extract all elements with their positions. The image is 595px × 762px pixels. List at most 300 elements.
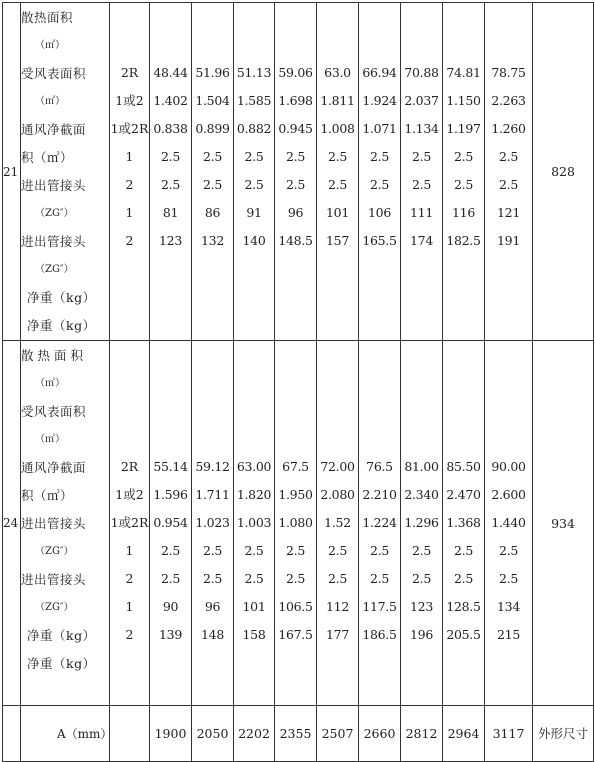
row-type-cell: [110, 341, 150, 706]
row-type: [110, 283, 149, 311]
value-cell: 0.954: [153, 515, 188, 530]
label-line: 进出管接头: [21, 234, 87, 249]
value-cell: 106: [368, 205, 391, 220]
value-cell: [150, 649, 191, 677]
value-cell: 2.5: [286, 543, 305, 558]
value-cell: 2.5: [203, 571, 222, 586]
value-cell: 1.080: [278, 515, 313, 530]
value-cell: 140: [242, 233, 266, 248]
label-line: 进出管接头: [21, 572, 87, 587]
label-line: 净重（kg）: [27, 628, 96, 643]
value-column: [275, 3, 317, 341]
value-cell: 76.5: [366, 459, 393, 474]
value-cell: [485, 425, 532, 453]
row-type: [110, 255, 149, 283]
value-cell: [401, 311, 442, 339]
value-cell: [443, 341, 484, 369]
label-line: （㎡）: [35, 96, 65, 107]
row-type: 2: [125, 627, 134, 642]
label-line: （㎡）: [35, 378, 65, 389]
label-line: 净重（kg）: [27, 290, 96, 305]
value-cell: 157: [326, 233, 349, 248]
value-cell: 2.5: [412, 149, 431, 164]
value-cell: [275, 369, 316, 397]
value-cell: 1.008: [320, 121, 355, 136]
value-cell: 0.838: [153, 121, 188, 136]
value-cell: [443, 31, 484, 59]
label-line: 积（㎡）: [21, 488, 74, 503]
value-cell: [317, 255, 358, 283]
value-cell: 1.596: [153, 487, 188, 502]
value-cell: [275, 283, 316, 311]
value-cell: [443, 283, 484, 311]
value-column: [317, 3, 359, 341]
row-type: 1: [125, 543, 134, 558]
value-cell: 2.5: [203, 177, 222, 192]
value-cell: 2.5: [328, 543, 347, 558]
value-cell: 91: [246, 205, 262, 220]
value-cell: 2.5: [454, 571, 473, 586]
value-cell: 2.5: [328, 177, 347, 192]
value-cell: [150, 311, 191, 339]
value-cell: 148.5: [278, 233, 313, 248]
value-cell: [234, 425, 274, 453]
label-line: 通风净截面: [21, 460, 87, 475]
row-type: [110, 369, 149, 397]
row-type: 1或2: [115, 93, 144, 108]
value-cell: [317, 341, 358, 369]
footer-value: 2507: [317, 706, 359, 762]
value-cell: 121: [497, 205, 520, 220]
label-line: （ZG″）: [35, 602, 74, 613]
value-cell: 90.00: [491, 459, 526, 474]
value-column: [150, 341, 192, 706]
footer-value: 3117: [485, 706, 533, 762]
value-column: [234, 3, 275, 341]
value-cell: 2.5: [412, 177, 431, 192]
value-cell: 139: [159, 627, 182, 642]
value-cell: 78.75: [491, 65, 526, 80]
row-type: [110, 425, 149, 453]
block-index: 21: [3, 3, 21, 341]
value-cell: [485, 397, 532, 425]
value-cell: 2.470: [446, 487, 481, 502]
value-cell: 59.06: [278, 65, 313, 80]
value-cell: [485, 369, 532, 397]
value-cell: [401, 31, 442, 59]
value-cell: [234, 649, 274, 677]
label-line: 净重（kg）: [27, 656, 96, 671]
value-cell: 2.5: [499, 149, 518, 164]
value-cell: [485, 341, 532, 369]
value-cell: 59.12: [195, 459, 230, 474]
outer-dimension-label: 外形尺寸: [533, 706, 594, 762]
value-cell: 2.5: [286, 149, 305, 164]
spec-table: [2, 2, 594, 762]
value-cell: 66.94: [362, 65, 397, 80]
value-cell: [401, 3, 442, 31]
footer-value: 2660: [359, 706, 401, 762]
footer-value: 2964: [443, 706, 485, 762]
value-cell: 1.924: [362, 93, 397, 108]
value-column: [401, 341, 443, 706]
value-cell: 2.037: [404, 93, 439, 108]
value-cell: [401, 341, 442, 369]
value-cell: [401, 677, 442, 705]
value-column: [275, 341, 317, 706]
value-cell: 2.080: [320, 487, 355, 502]
label-line: （ZG″）: [35, 264, 74, 275]
footer-index-cell: [3, 706, 21, 762]
value-column: [443, 341, 485, 706]
value-cell: 1.003: [236, 515, 272, 530]
value-cell: [443, 3, 484, 31]
value-cell: 1.260: [491, 121, 526, 136]
value-cell: [359, 425, 400, 453]
value-cell: 2.5: [286, 571, 305, 586]
label-line: （㎡）: [35, 40, 65, 51]
value-cell: [150, 255, 191, 283]
value-cell: [485, 283, 532, 311]
value-cell: 2.5: [328, 571, 347, 586]
value-cell: 51.13: [236, 65, 272, 80]
value-cell: [150, 677, 191, 705]
value-cell: 117.5: [362, 599, 397, 614]
value-cell: 1.711: [195, 487, 230, 502]
value-cell: [317, 31, 358, 59]
value-cell: 2.5: [286, 177, 305, 192]
value-cell: [317, 369, 358, 397]
value-cell: 51.96: [195, 65, 230, 80]
value-cell: [317, 649, 358, 677]
value-cell: [317, 283, 358, 311]
value-cell: 2.5: [412, 543, 431, 558]
value-cell: 86: [204, 205, 221, 220]
value-cell: 134: [497, 599, 520, 614]
value-cell: 2.210: [362, 487, 397, 502]
value-cell: [359, 283, 400, 311]
value-column: [359, 3, 401, 341]
value-cell: [192, 255, 233, 283]
block-21-row: [3, 3, 594, 341]
row-type-cell: [110, 3, 150, 341]
value-cell: 2.5: [328, 149, 347, 164]
value-cell: [150, 3, 191, 31]
value-cell: 196: [410, 627, 433, 642]
value-column: [150, 3, 192, 341]
value-cell: [192, 3, 233, 31]
value-cell: 123: [159, 233, 182, 248]
value-cell: 2.340: [404, 487, 439, 502]
value-cell: [485, 31, 532, 59]
label-cell: [21, 341, 110, 706]
value-cell: 2.5: [499, 177, 518, 192]
dimension-value: 828: [533, 3, 594, 341]
value-cell: 116: [452, 205, 475, 220]
footer-value: 2812: [401, 706, 443, 762]
value-cell: 2.5: [244, 177, 264, 192]
label-line: 净重（kg）: [27, 318, 96, 333]
value-cell: [401, 283, 442, 311]
value-cell: [443, 677, 484, 705]
value-cell: [234, 369, 274, 397]
value-cell: 1.950: [278, 487, 313, 502]
value-cell: 182.5: [446, 233, 481, 248]
row-type: [110, 341, 149, 369]
value-cell: 1.023: [195, 515, 230, 530]
footer-value: 1900: [150, 706, 192, 762]
value-cell: [401, 425, 442, 453]
label-line: 受风表面积: [21, 404, 87, 419]
label-line: 通风净截面: [21, 122, 87, 137]
value-cell: 1.811: [320, 93, 355, 108]
value-cell: [192, 677, 233, 705]
value-cell: 177: [326, 627, 349, 642]
value-cell: 2.5: [161, 177, 180, 192]
value-cell: [359, 255, 400, 283]
value-column: [443, 3, 485, 341]
row-type: 2: [125, 177, 134, 192]
value-cell: [317, 677, 358, 705]
value-cell: [317, 425, 358, 453]
value-cell: [275, 341, 316, 369]
value-cell: 74.81: [446, 65, 481, 80]
value-cell: [192, 649, 233, 677]
label-line: （ZG″）: [35, 546, 74, 557]
value-cell: [485, 311, 532, 339]
value-cell: [317, 397, 358, 425]
value-cell: 112: [326, 599, 349, 614]
value-column: [359, 341, 401, 706]
row-type: 2R: [120, 459, 139, 474]
value-cell: 2.5: [454, 177, 473, 192]
dimension-value: 934: [533, 341, 594, 706]
value-cell: 2.5: [244, 543, 264, 558]
value-cell: 165.5: [362, 233, 397, 248]
row-type: 2: [125, 571, 134, 586]
value-cell: 0.882: [236, 121, 272, 136]
value-cell: 96: [204, 599, 221, 614]
value-cell: 1.820: [236, 487, 272, 502]
value-cell: 2.5: [161, 571, 180, 586]
value-cell: 2.5: [203, 543, 222, 558]
value-cell: [401, 649, 442, 677]
value-cell: 1.402: [153, 93, 188, 108]
value-cell: [275, 311, 316, 339]
row-type: 1: [125, 149, 134, 164]
value-cell: 111: [410, 205, 433, 220]
value-cell: 81: [162, 205, 179, 220]
label-line: 散热面积: [21, 10, 74, 25]
value-cell: 0.899: [195, 121, 230, 136]
value-cell: [150, 283, 191, 311]
value-cell: 2.5: [161, 149, 180, 164]
value-column: [317, 341, 359, 706]
value-cell: [192, 311, 233, 339]
row-type: 1: [125, 205, 134, 220]
value-cell: 101: [326, 205, 349, 220]
row-type: 2R: [120, 65, 139, 80]
row-type: [110, 311, 149, 339]
footer-value: 2355: [275, 706, 317, 762]
value-cell: 70.88: [404, 65, 439, 80]
value-cell: 148: [201, 627, 224, 642]
value-column: [192, 3, 234, 341]
row-type: [110, 3, 149, 31]
value-cell: [485, 677, 532, 705]
value-cell: [359, 3, 400, 31]
value-cell: 2.5: [454, 149, 473, 164]
value-cell: [401, 369, 442, 397]
label-line: 进出管接头: [21, 516, 87, 531]
value-cell: 186.5: [362, 627, 397, 642]
value-cell: [234, 31, 274, 59]
value-cell: [485, 649, 532, 677]
value-cell: 2.5: [370, 543, 389, 558]
value-cell: 2.5: [370, 571, 389, 586]
value-column: [192, 341, 234, 706]
value-cell: 2.5: [244, 149, 264, 164]
value-cell: [359, 31, 400, 59]
value-cell: 55.14: [153, 459, 188, 474]
footer-label: A（mm）: [21, 706, 110, 762]
value-cell: 2.263: [491, 93, 526, 108]
value-cell: [401, 397, 442, 425]
value-cell: 1.698: [278, 93, 313, 108]
value-cell: 132: [201, 233, 224, 248]
value-cell: 2.5: [370, 149, 389, 164]
value-cell: [234, 311, 274, 339]
footer-value: 2202: [234, 706, 275, 762]
row-type: 2: [125, 233, 134, 248]
block-index: 24: [3, 341, 21, 706]
value-cell: [443, 255, 484, 283]
row-type: 1: [125, 599, 134, 614]
value-cell: 2.5: [454, 543, 473, 558]
value-column: [234, 341, 275, 706]
value-cell: 63.00: [236, 459, 272, 474]
value-cell: [275, 31, 316, 59]
value-cell: 2.5: [203, 149, 222, 164]
value-cell: [485, 3, 532, 31]
value-cell: 205.5: [446, 627, 481, 642]
value-cell: [443, 311, 484, 339]
value-cell: 1.150: [446, 93, 481, 108]
value-cell: [275, 255, 316, 283]
row-type: [110, 649, 149, 677]
value-cell: 1.134: [404, 121, 439, 136]
value-cell: 128.5: [446, 599, 481, 614]
value-cell: 81.00: [404, 459, 439, 474]
value-cell: 63.0: [324, 65, 351, 80]
footer-empty-cell: [110, 706, 150, 762]
row-type: 1或2: [115, 487, 144, 502]
value-cell: 1.071: [362, 121, 397, 136]
label-line: 受风表面积: [21, 66, 87, 81]
value-cell: 2.5: [370, 177, 389, 192]
value-cell: 85.50: [446, 459, 481, 474]
row-type: [110, 397, 149, 425]
value-column: [485, 341, 533, 706]
row-type: [110, 31, 149, 59]
row-type: 1或2R: [110, 121, 149, 136]
value-cell: 1.296: [404, 515, 439, 530]
value-cell: 90: [162, 599, 179, 614]
label-line: （㎡）: [35, 434, 65, 445]
label-cell: [21, 3, 110, 341]
value-cell: 1.224: [362, 515, 397, 530]
value-cell: [401, 255, 442, 283]
value-cell: 2.5: [244, 571, 264, 586]
value-cell: 67.5: [282, 459, 309, 474]
row-type: 1或2R: [110, 515, 149, 530]
value-cell: 191: [497, 233, 520, 248]
value-cell: 0.945: [278, 121, 313, 136]
value-cell: 1.368: [446, 515, 481, 530]
value-cell: [443, 425, 484, 453]
value-cell: [359, 341, 400, 369]
value-cell: [192, 341, 233, 369]
value-cell: [443, 369, 484, 397]
value-cell: 1.504: [195, 93, 230, 108]
label-line: 进出管接头: [21, 178, 87, 193]
value-cell: [485, 255, 532, 283]
value-cell: [150, 425, 191, 453]
value-cell: [150, 369, 191, 397]
value-cell: 1.585: [236, 93, 272, 108]
value-cell: 2.600: [491, 487, 526, 502]
value-cell: 123: [410, 599, 433, 614]
value-cell: [317, 311, 358, 339]
label-line: 散热面积: [21, 348, 88, 363]
value-cell: 167.5: [278, 627, 313, 642]
value-cell: 72.00: [320, 459, 355, 474]
value-cell: [192, 369, 233, 397]
value-cell: 2.5: [412, 571, 431, 586]
value-cell: 2.5: [499, 543, 518, 558]
value-cell: 106.5: [278, 599, 313, 614]
value-cell: [275, 397, 316, 425]
value-cell: [359, 649, 400, 677]
value-cell: [359, 369, 400, 397]
value-cell: [275, 649, 316, 677]
value-cell: [317, 3, 358, 31]
value-cell: [443, 397, 484, 425]
label-line: 积（㎡）: [21, 150, 74, 165]
value-cell: [150, 397, 191, 425]
value-cell: [443, 649, 484, 677]
value-cell: [192, 397, 233, 425]
value-column: [485, 3, 533, 341]
value-cell: [234, 3, 274, 31]
footer-value: 2050: [192, 706, 234, 762]
value-cell: [192, 283, 233, 311]
value-cell: 2.5: [499, 571, 518, 586]
value-cell: [234, 255, 274, 283]
value-cell: 1.440: [491, 515, 526, 530]
value-column: [401, 3, 443, 341]
value-cell: [275, 677, 316, 705]
value-cell: [234, 677, 274, 705]
value-cell: 1.197: [446, 121, 481, 136]
value-cell: [234, 397, 274, 425]
value-cell: [275, 3, 316, 31]
footer-row: [3, 706, 594, 762]
label-line: （ZG″）: [35, 208, 74, 219]
value-cell: [192, 31, 233, 59]
block-24-row: [3, 341, 594, 706]
value-cell: [234, 283, 274, 311]
